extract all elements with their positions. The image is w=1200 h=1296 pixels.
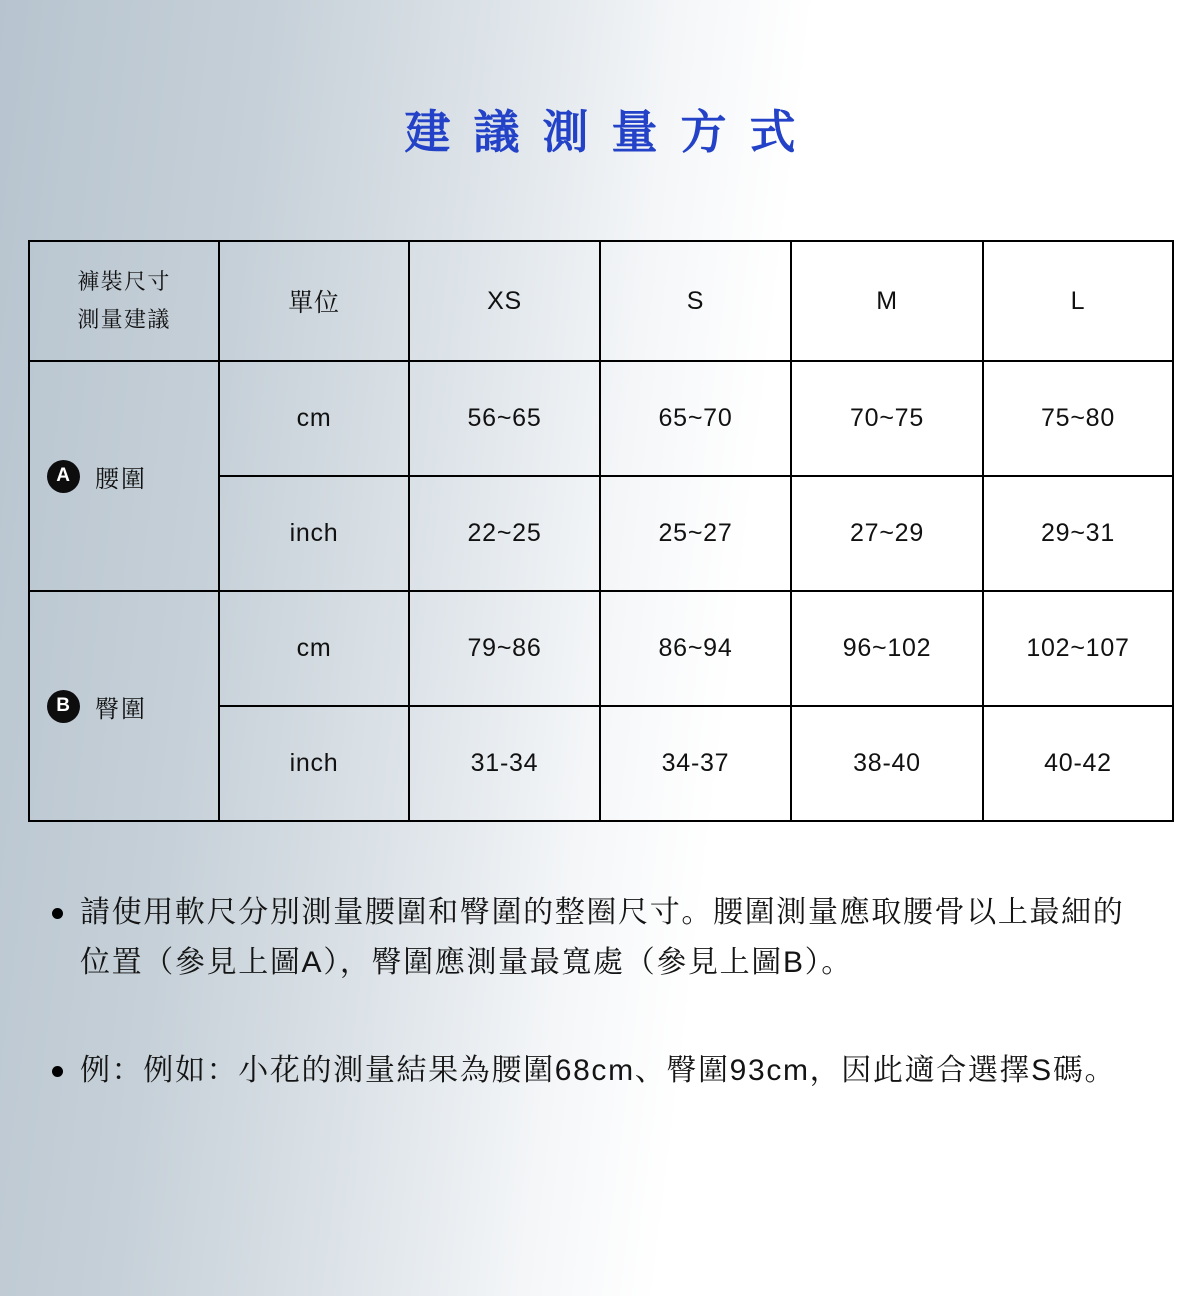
hip-label: 臀圍 [95, 695, 147, 723]
size-header-xs: XS [409, 241, 600, 361]
corner-header-cell [29, 241, 219, 361]
value-cell: 31-34 [409, 706, 600, 821]
value-cell: 102~107 [983, 591, 1173, 706]
size-header-s: S [600, 241, 791, 361]
value-cell: 70~75 [791, 361, 983, 476]
value-cell: 29~31 [983, 476, 1173, 591]
unit-cell: cm [219, 361, 409, 476]
value-cell: 75~80 [983, 361, 1173, 476]
size-chart-table [28, 240, 1174, 822]
value-cell: 86~94 [600, 591, 791, 706]
badge-a-icon: A [47, 460, 80, 493]
value-cell: 40-42 [983, 706, 1173, 821]
note-text: 例：例如：小花的測量結果為腰圍68cm、臀圍93cm，因此適合選擇S碼。 [80, 1054, 1117, 1087]
value-cell: 34-37 [600, 706, 791, 821]
value-cell: 79~86 [409, 591, 600, 706]
note-text: 請使用軟尺分別測量腰圍和臀圍的整圈尺寸。腰圍測量應取腰骨以上最細的位置（參見上圖A），臀圍應測量最寬處（參見上圖B）。 [80, 896, 1125, 979]
bullet-icon [52, 908, 63, 919]
value-cell: 27~29 [791, 476, 983, 591]
unit-cell: inch [219, 476, 409, 591]
waist-cm-row [29, 361, 1173, 476]
hip-cm-row [29, 591, 1173, 706]
value-cell: 65~70 [600, 361, 791, 476]
value-cell: 38-40 [791, 706, 983, 821]
note-example [52, 1046, 1142, 1096]
waist-label: 腰圍 [95, 465, 147, 493]
size-header-m: M [791, 241, 983, 361]
corner-header-line2: 測量建議 [77, 307, 171, 332]
note-measurement-instruction [52, 888, 1142, 988]
value-cell: 22~25 [409, 476, 600, 591]
hip-label-cell [29, 591, 219, 821]
badge-b-icon: B [47, 690, 80, 723]
value-cell: 96~102 [791, 591, 983, 706]
size-header-l: L [983, 241, 1173, 361]
value-cell: 56~65 [409, 361, 600, 476]
waist-label-cell [29, 361, 219, 591]
corner-header-line1: 褲裝尺寸 [77, 268, 171, 294]
value-cell: 25~27 [600, 476, 791, 591]
bullet-icon [52, 1066, 63, 1077]
notes-section [52, 888, 1142, 1096]
table-header-row [29, 241, 1173, 361]
page-title: 建議測量方式 [404, 106, 819, 158]
unit-header-cell: 單位 [219, 241, 409, 361]
unit-cell: inch [219, 706, 409, 821]
unit-cell: cm [219, 591, 409, 706]
